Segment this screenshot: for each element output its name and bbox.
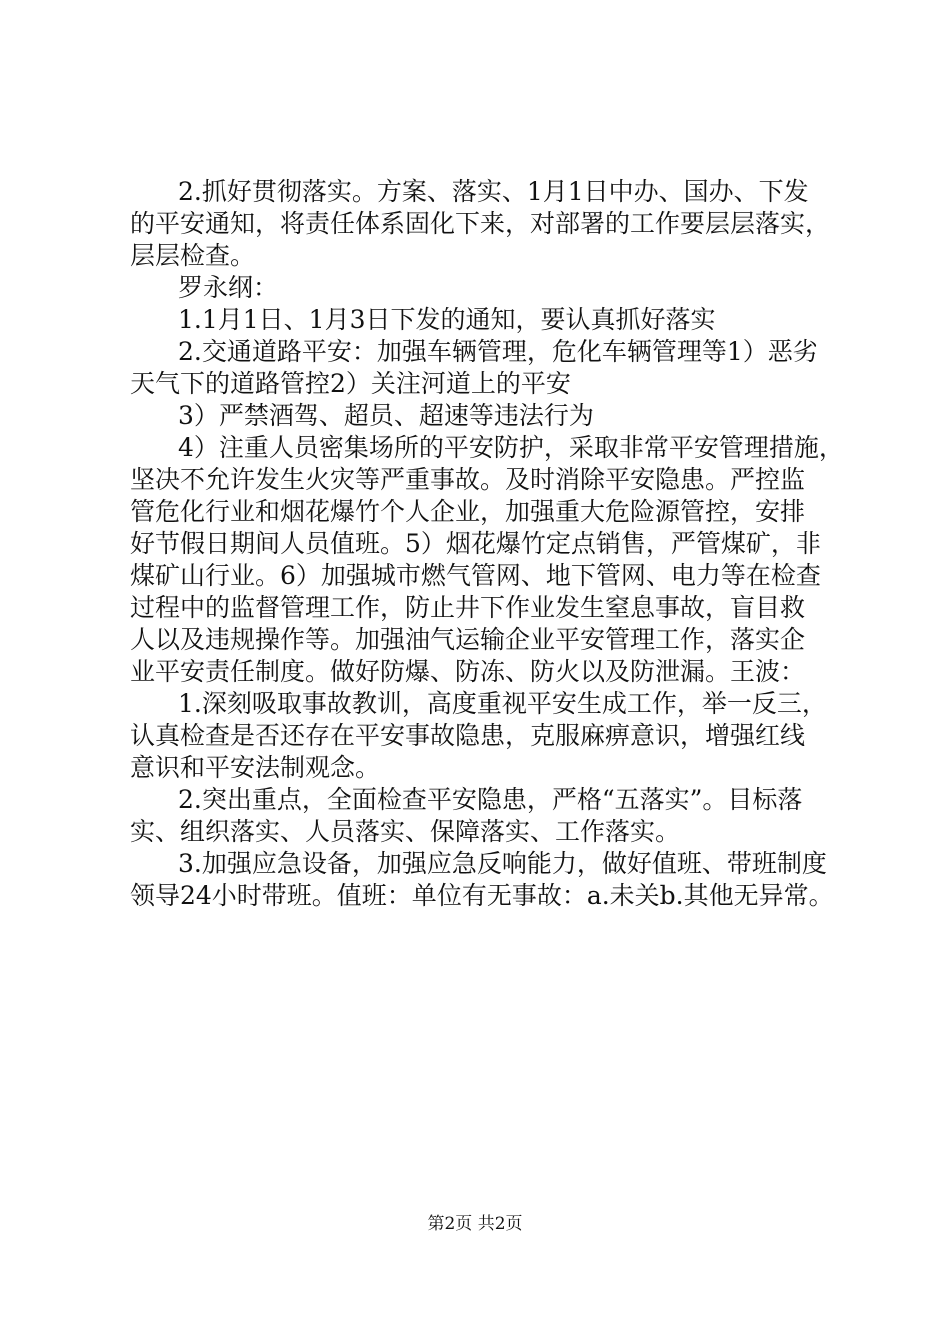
text-line-20: 2.突出重点，全面检查平安隐患，严格“五落实”。目标落 <box>178 785 803 814</box>
text-line-12: 好节假日期间人员值班。5）烟花爆竹定点销售，严管煤矿，非 <box>130 529 821 558</box>
text-line-14: 过程中的监督管理工作，防止井下作业发生窒息事故，盲目救 <box>130 593 806 622</box>
text-line-21: 实、组织落实、人员落实、保障落实、工作落实。 <box>130 817 681 846</box>
text-line-13: 煤矿山行业。6）加强城市燃气管网、地下管网、电力等在检查 <box>130 561 821 590</box>
text-line-4: 罗永纲： <box>178 273 279 302</box>
text-line-3: 层层检查。 <box>130 241 256 270</box>
text-line-7: 天气下的道路管控2）关注河道上的平安 <box>130 369 571 398</box>
text-line-2: 的平安通知，将责任体系固化下来，对部署的工作要层层落实， <box>130 209 831 238</box>
text-line-6: 2.交通道路平安：加强车辆管理，危化车辆管理等1）恶劣 <box>178 337 818 366</box>
text-line-10: 坚决不允许发生火灾等严重事故。及时消除平安隐患。严控监 <box>130 465 806 494</box>
text-line-9: 4）注重人员密集场所的平安防护，采取非常平安管理措施， <box>178 433 844 462</box>
page-number-footer: 第2页 共2页 <box>427 1214 523 1234</box>
text-line-5: 1.1月1日、1月3日下发的通知，要认真抓好落实 <box>178 305 716 334</box>
text-line-18: 认真检查是否还存在平安事故隐患，克服麻痹意识，增强红线 <box>130 721 806 750</box>
text-line-8: 3）严禁酒驾、超员、超速等违法行为 <box>178 401 594 430</box>
text-line-23: 领导24小时带班。值班：单位有无事故：a.未关b.其他无异常。 <box>130 881 834 910</box>
text-line-11: 管危化行业和烟花爆竹个人企业，加强重大危险源管控，安排 <box>130 497 806 526</box>
text-line-1: 2.抓好贯彻落实。方案、落实、1月1日中办、国办、下发 <box>178 177 809 206</box>
text-line-17: 1.深刻吸取事故教训，高度重视平安生成工作，举一反三， <box>178 689 827 718</box>
text-line-16: 业平安责任制度。做好防爆、防冻、防火以及防泄漏。王波： <box>130 657 806 686</box>
text-line-19: 意识和平安法制观念。 <box>130 753 381 782</box>
text-line-15: 人以及违规操作等。加强油气运输企业平安管理工作，落实企 <box>130 625 806 654</box>
text-line-22: 3.加强应急设备，加强应急反响能力，做好值班、带班制度 <box>178 849 827 878</box>
